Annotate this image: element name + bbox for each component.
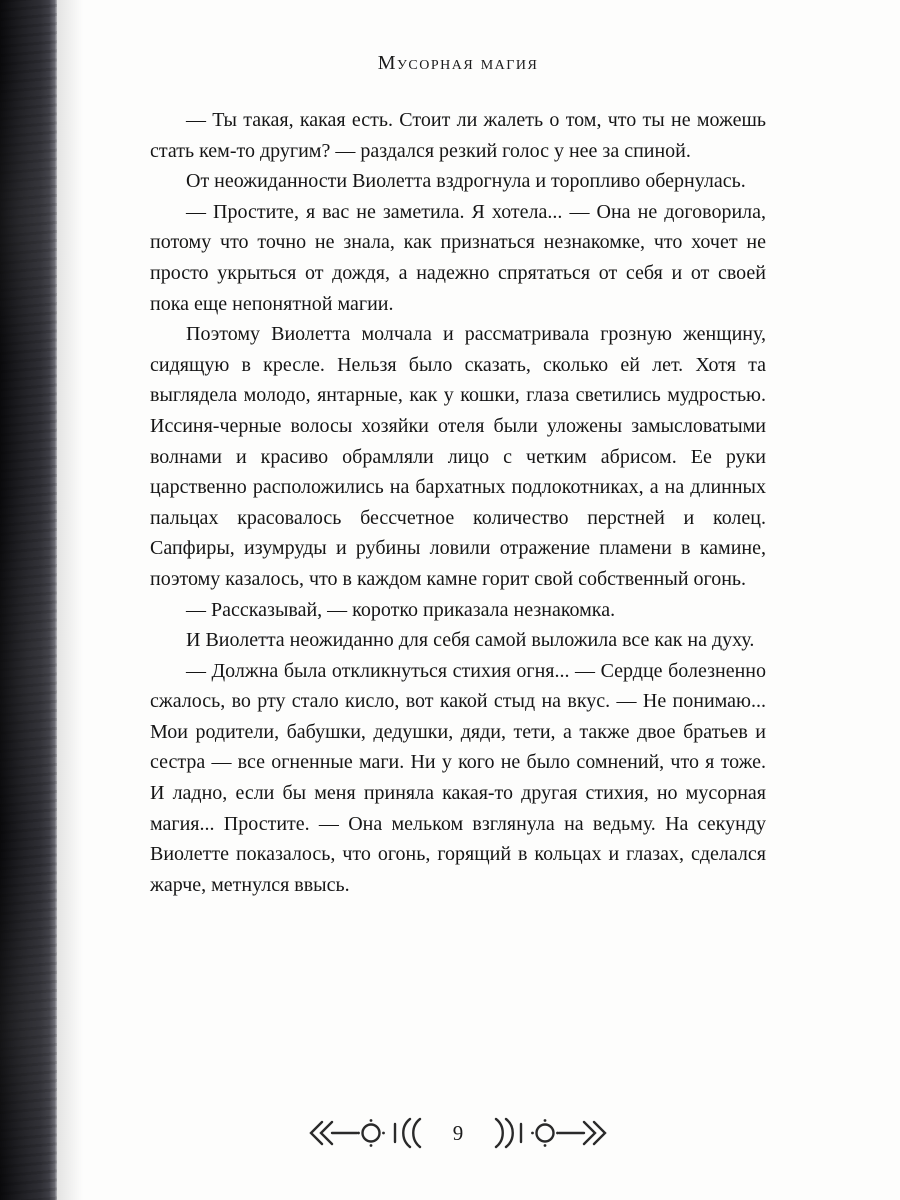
book-spine-shadow: [0, 0, 57, 1200]
paragraph: И Виолетта неожиданно для себя самой выложила все как на духу.: [186, 629, 755, 652]
page-gutter-shadow: [57, 0, 83, 1200]
page-content: [150, 52, 766, 1160]
body-text: [150, 105, 766, 900]
running-header: Мусорная магия: [377, 52, 539, 74]
paragraph: Поэтому Виолетта молчала и рассматривала грозную женщину, сидящую в кресле. Нельзя было сказать, сколько ей лет. Хотя та выглядела молодо, янтарные, как у кошки, глаза светились мудростью. Иссиня-черные волосы хозяйки отеля были уложены замысловатыми волнами и красиво обрамляли лицо с четким абрисом. Ее руки царственно расположились на бархатных подлокотниках, а на длинных пальцах красовалось бессчетное количество перстней и колец. Сапфиры, изумруды и рубины ловили отражение пламени в камине, поэтому казалось, что в каждом камне горит свой собственный огонь.: [150, 323, 766, 590]
paragraph: — Простите, я вас не заметила. Я хотела... — Она не договорила, потому что точно не знала, как признаться незнакомке, что хочет не просто укрыться от дождя, а надежно спрятаться от себя и от своей пока еще непонятной магии.: [150, 200, 766, 315]
paragraph: — Должна была откликнуться стихия огня... — Сердце болезненно сжалось, во рту стало кисло, вот какой стыд на вкус. — Не понимаю... Мои родители, бабушки, дедушки, дяди, тети, а также двое братьев и сестра — все огненные маги. Ни у кого не было сомнений, что я тоже. И ладно, если бы меня приняла какая-то другая стихия, но мусорная магия... Простите. — Она мельком взглянула на ведьму. На секунду Виолетте показалось, что огонь, горящий в кольцах и глазах, сделался жарче, метнулся ввысь.: [150, 659, 766, 896]
arrow-ring-flourish-left-icon: [307, 1116, 425, 1150]
paragraph: От неожиданности Виолетта вздрогнула и торопливо обернулась.: [186, 170, 746, 193]
page-footer: [150, 1116, 766, 1160]
arrow-ring-flourish-right-icon: [491, 1116, 609, 1150]
paragraph: — Ты такая, какая есть. Стоит ли жалеть о том, что ты не можешь стать кем-то другим? — раздался резкий голос у нее за спиной.: [150, 109, 766, 162]
paragraph: — Рассказывай, — коротко приказала незнакомка.: [186, 598, 616, 621]
page-number: 9: [452, 1120, 464, 1145]
